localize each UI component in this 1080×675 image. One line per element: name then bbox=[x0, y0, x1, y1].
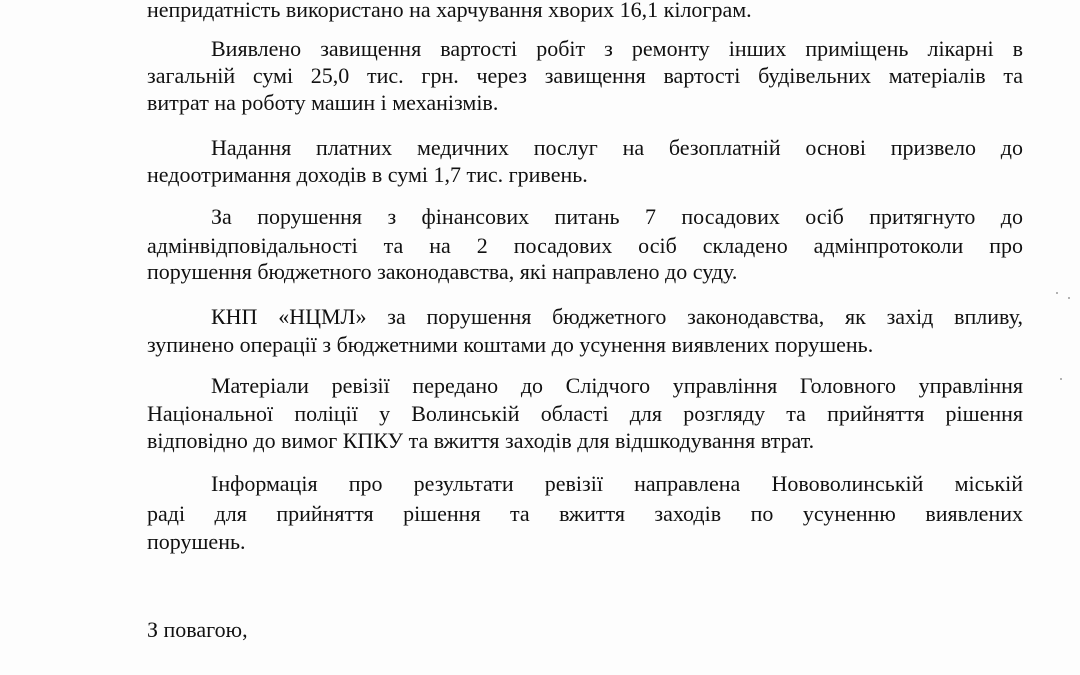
paragraph-7-line-1: Інформація про результати ревізії направлена Нововолинській міській bbox=[211, 471, 1023, 496]
closing-salutation: З повагою, bbox=[147, 617, 248, 642]
paragraph-7-line-3: порушень. bbox=[147, 529, 246, 554]
paragraph-3-line-2: недоотримання доходів в сумі 1,7 тис. гривень. bbox=[147, 162, 588, 187]
paragraph-2-line-3: витрат на роботу машин і механізмів. bbox=[147, 90, 499, 115]
paragraph-4-line-3: порушення бюджетного законодавства, які направлено до суду. bbox=[147, 259, 738, 284]
paragraph-6-line-1: Матеріали ревізії передано до Слідчого управління Головного управління bbox=[211, 373, 1023, 398]
paragraph-3-line-1: Надання платних медичних послуг на безоплатній основі призвело до bbox=[211, 135, 1023, 160]
paragraph-1-line-1: непридатність використано на харчування хворих 16,1 кілограм. bbox=[147, 0, 752, 22]
paragraph-6-line-3: відповідно до вимог КПКУ та вжиття заходів для відшкодування втрат. bbox=[147, 428, 815, 453]
paragraph-4-line-2: адмінвідповідальності та на 2 посадових осіб складено адмінпротоколи про bbox=[147, 233, 1023, 258]
paragraph-7-line-2: раді для прийняття рішення та вжиття заходів по усуненню виявлених bbox=[147, 501, 1023, 526]
paragraph-6-line-2: Національної поліції у Волинській області для розгляду та прийняття рішення bbox=[147, 401, 1023, 426]
paragraph-5-line-2: зупинено операції з бюджетними коштами до усунення виявлених порушень. bbox=[147, 332, 874, 357]
paragraph-2-line-1: Виявлено завищення вартості робіт з ремонту інших приміщень лікарні в bbox=[211, 36, 1023, 61]
paragraph-2-line-2: загальній сумі 25,0 тис. грн. через завищення вартості будівельних матеріалів та bbox=[147, 63, 1023, 88]
scan-speck bbox=[1060, 378, 1062, 380]
paragraph-5-line-1: КНП «НЦМЛ» за порушення бюджетного законодавства, як захід впливу, bbox=[211, 304, 1023, 329]
paragraph-4-line-1: За порушення з фінансових питань 7 посадових осіб притягнуто до bbox=[211, 204, 1023, 229]
scan-speck bbox=[1056, 292, 1058, 294]
scan-speck bbox=[1068, 297, 1070, 299]
